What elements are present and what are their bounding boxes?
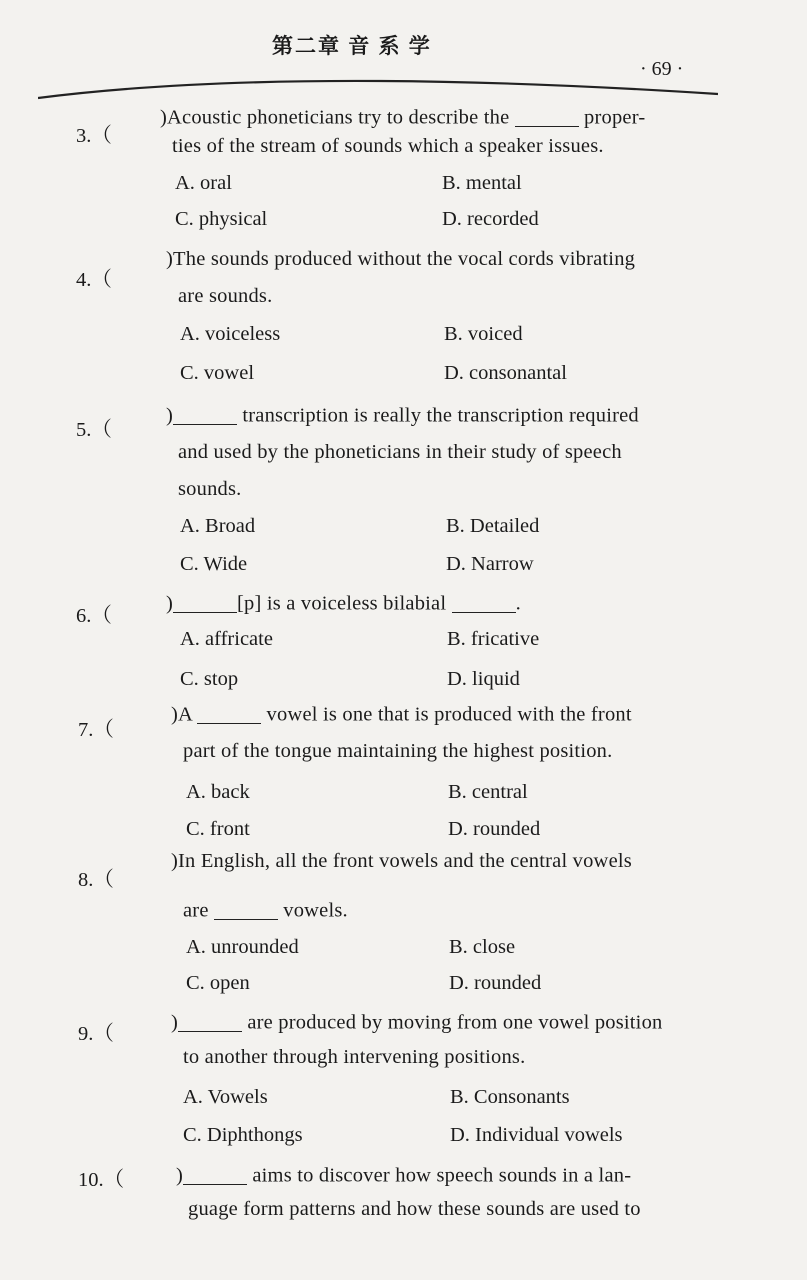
answer-blank[interactable] [214, 898, 278, 920]
header-rule [38, 70, 718, 100]
question-number[interactable]: 10.（ [78, 1169, 125, 1191]
question-text-line: )In English, all the front vowels and the central vowels [171, 850, 632, 872]
question-text-line: ties of the stream of sounds which a speaker issues. [172, 135, 604, 157]
answer-blank[interactable] [197, 702, 261, 724]
answer-blank[interactable] [515, 105, 579, 127]
question-number[interactable]: 7.（ [78, 719, 114, 741]
option-b[interactable]: B. voiced [444, 323, 523, 345]
question-number[interactable]: 6.（ [76, 605, 112, 627]
option-a[interactable]: A. voiceless [180, 323, 281, 345]
question-number[interactable]: 8.（ [78, 869, 114, 891]
option-a[interactable]: A. back [186, 781, 250, 803]
option-a[interactable]: A. affricate [180, 628, 273, 650]
question-text-line: guage form patterns and how these sounds are used to [188, 1198, 641, 1220]
option-c[interactable]: C. physical [175, 208, 268, 230]
option-a[interactable]: A. Vowels [183, 1086, 268, 1108]
option-d[interactable]: D. rounded [449, 972, 542, 994]
option-a[interactable]: A. oral [175, 172, 232, 194]
answer-blank[interactable] [183, 1163, 247, 1185]
chapter-header: 第二章 音 系 学 [272, 34, 432, 58]
option-b[interactable]: B. Detailed [446, 515, 540, 537]
question-number[interactable]: 3.（ [76, 125, 112, 147]
page-number: · 69 · [640, 58, 684, 80]
question-text-line: sounds. [178, 478, 242, 500]
question-text-line: ) [p] is a voiceless bilabial . [166, 592, 521, 615]
question-text-line: ) aims to discover how speech sounds in a lan- [176, 1164, 632, 1187]
option-c[interactable]: C. open [186, 972, 250, 994]
question-text-line: are vowels. [183, 899, 348, 922]
option-b[interactable]: B. fricative [447, 628, 540, 650]
question-text-line: part of the tongue maintaining the highest position. [183, 740, 613, 762]
question-number[interactable]: 5.（ [76, 419, 112, 441]
question-text-line: to another through intervening positions. [183, 1046, 526, 1068]
option-c[interactable]: C. Wide [180, 553, 248, 575]
question-text-line: ) transcription is really the transcription required [166, 404, 639, 427]
question-text-line: and used by the phoneticians in their study of speech [178, 441, 622, 463]
option-b[interactable]: B. central [448, 781, 528, 803]
option-d[interactable]: D. recorded [442, 208, 539, 230]
option-b[interactable]: B. close [449, 936, 516, 958]
question-number[interactable]: 4.（ [76, 269, 112, 291]
option-c[interactable]: C. vowel [180, 362, 255, 384]
question-number[interactable]: 9.（ [78, 1023, 114, 1045]
answer-blank[interactable] [452, 591, 516, 613]
answer-blank[interactable] [178, 1010, 242, 1032]
option-a[interactable]: A. Broad [180, 515, 256, 537]
option-d[interactable]: D. Individual vowels [450, 1124, 623, 1146]
option-d[interactable]: D. consonantal [444, 362, 567, 384]
option-c[interactable]: C. Diphthongs [183, 1124, 303, 1146]
option-d[interactable]: D. rounded [448, 818, 541, 840]
option-a[interactable]: A. unrounded [186, 936, 299, 958]
option-b[interactable]: B. Consonants [450, 1086, 570, 1108]
answer-blank[interactable] [173, 591, 237, 613]
answer-blank[interactable] [173, 403, 237, 425]
option-c[interactable]: C. stop [180, 668, 239, 690]
option-b[interactable]: B. mental [442, 172, 522, 194]
question-text-line: ) are produced by moving from one vowel position [171, 1011, 663, 1034]
question-text-line: )The sounds produced without the vocal cords vibrating [166, 248, 636, 270]
option-d[interactable]: D. liquid [447, 668, 520, 690]
question-text-line: are sounds. [178, 285, 273, 307]
question-text-line: )A vowel is one that is produced with the front [171, 703, 632, 726]
question-text-line: )Acoustic phoneticians try to describe the proper- [160, 106, 646, 129]
option-d[interactable]: D. Narrow [446, 553, 534, 575]
option-c[interactable]: C. front [186, 818, 250, 840]
